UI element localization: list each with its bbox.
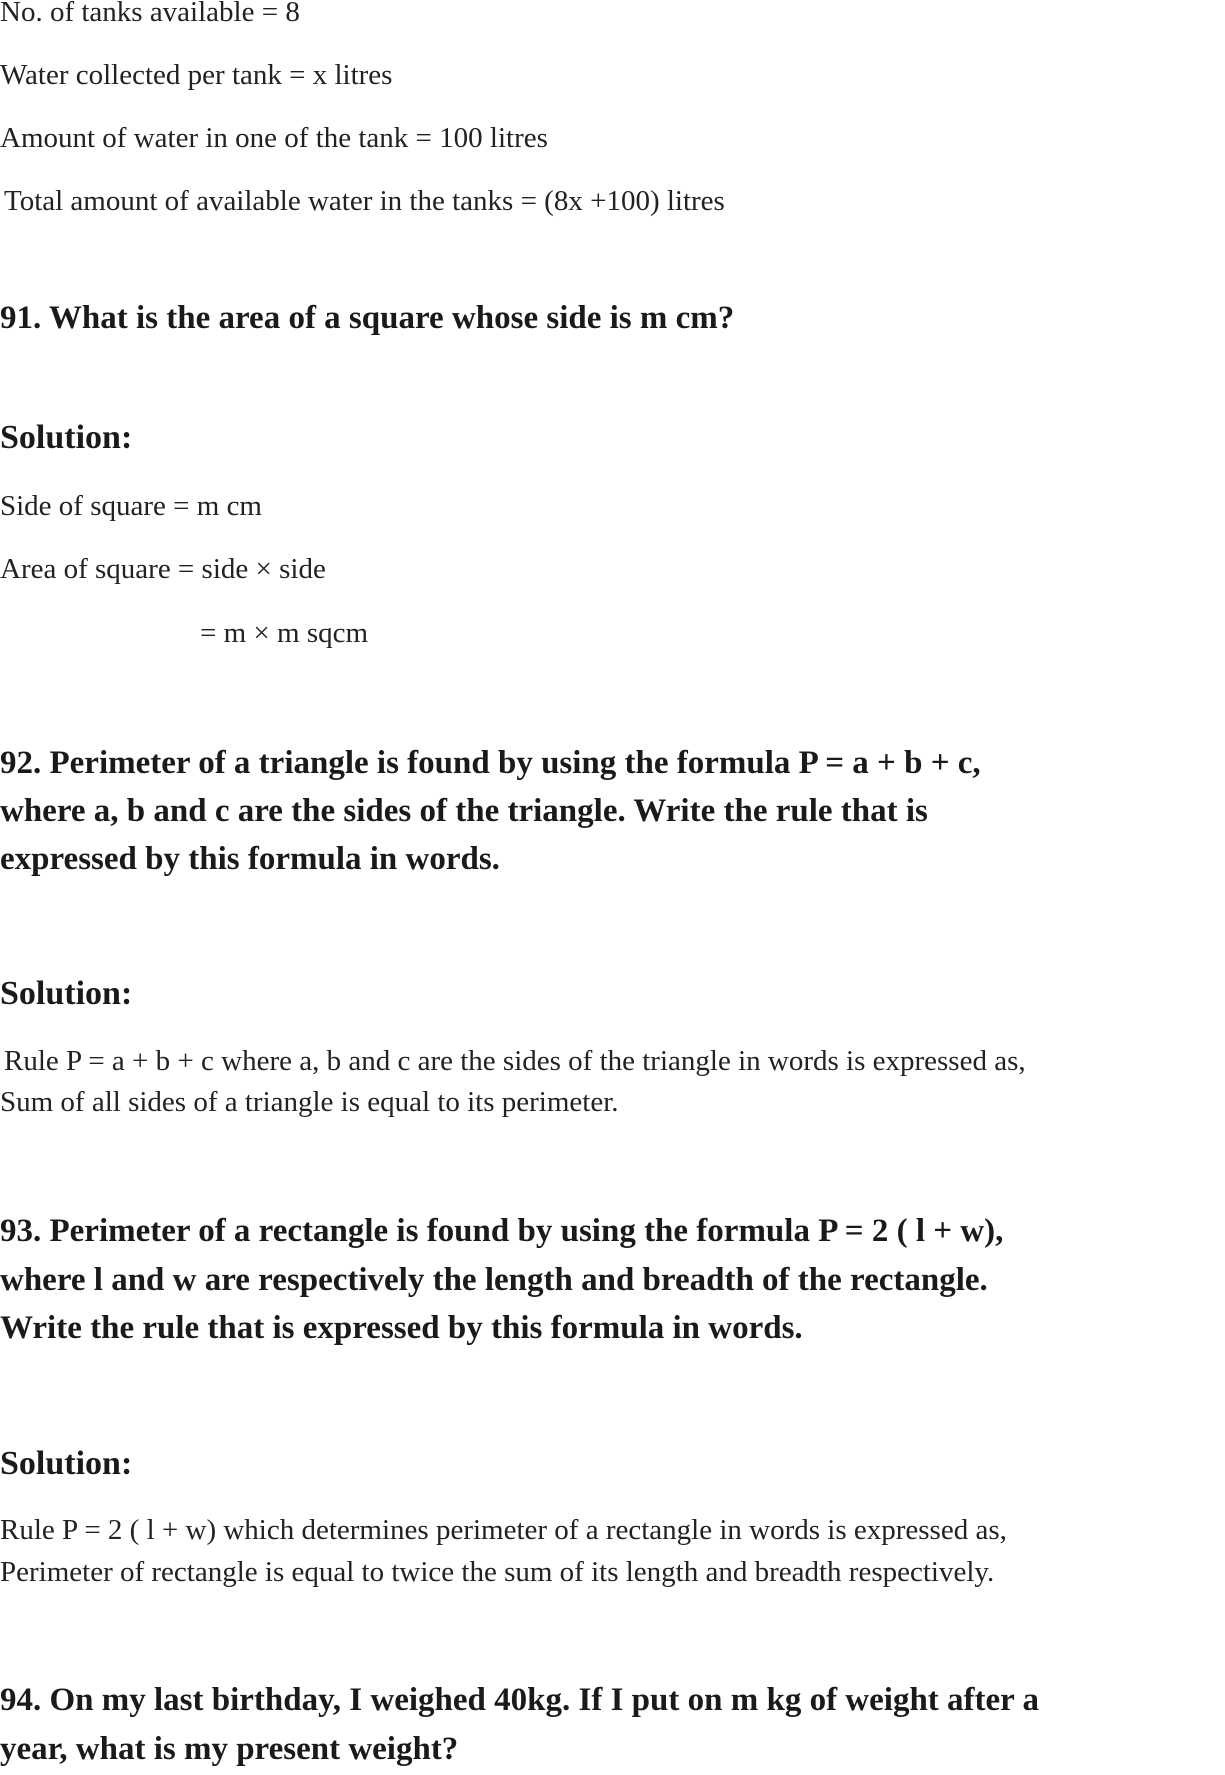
solution-line: Rule P = 2 ( l + w) which determines perimeter of a rectangle in words is expressed as, — [0, 1514, 1007, 1546]
solution-label: Solution: — [0, 1445, 133, 1482]
question-heading: 92. Perimeter of a triangle is found by using the formula P = a + b + c, — [0, 745, 981, 781]
solution-label: Solution: — [0, 975, 133, 1012]
solution-line: Perimeter of rectangle is equal to twice the sum of its length and breadth respectively. — [0, 1556, 995, 1588]
question-heading: 94. On my last birthday, I weighed 40kg. If I put on m kg of weight after a — [0, 1682, 1039, 1718]
intro-line: Amount of water in one of the tank = 100 litres — [0, 122, 548, 154]
intro-line: Total amount of available water in the tanks = (8x +100) litres — [4, 185, 725, 217]
question-heading: 91. What is the area of a square whose side is m cm? — [0, 300, 735, 336]
intro-line: Water collected per tank = x litres — [0, 59, 393, 91]
question-heading: where l and w are respectively the length and breadth of the rectangle. — [0, 1262, 988, 1298]
question-heading: year, what is my present weight? — [0, 1731, 459, 1767]
solution-line: Area of square = side × side — [0, 553, 326, 585]
question-heading: 93. Perimeter of a rectangle is found by using the formula P = 2 ( l + w), — [0, 1213, 1004, 1249]
intro-line: No. of tanks available = 8 — [0, 0, 300, 28]
question-heading: expressed by this formula in words. — [0, 841, 500, 877]
solution-line: = m × m sqcm — [200, 617, 369, 649]
solution-line: Rule P = a + b + c where a, b and c are the sides of the triangle in words is expressed as, — [4, 1045, 1026, 1077]
solution-label: Solution: — [0, 419, 133, 456]
question-heading: where a, b and c are the sides of the triangle. Write the rule that is — [0, 793, 928, 829]
solution-line: Sum of all sides of a triangle is equal to its perimeter. — [0, 1086, 619, 1118]
solution-line: Side of square = m cm — [0, 490, 262, 522]
question-heading: Write the rule that is expressed by this formula in words. — [0, 1310, 803, 1346]
